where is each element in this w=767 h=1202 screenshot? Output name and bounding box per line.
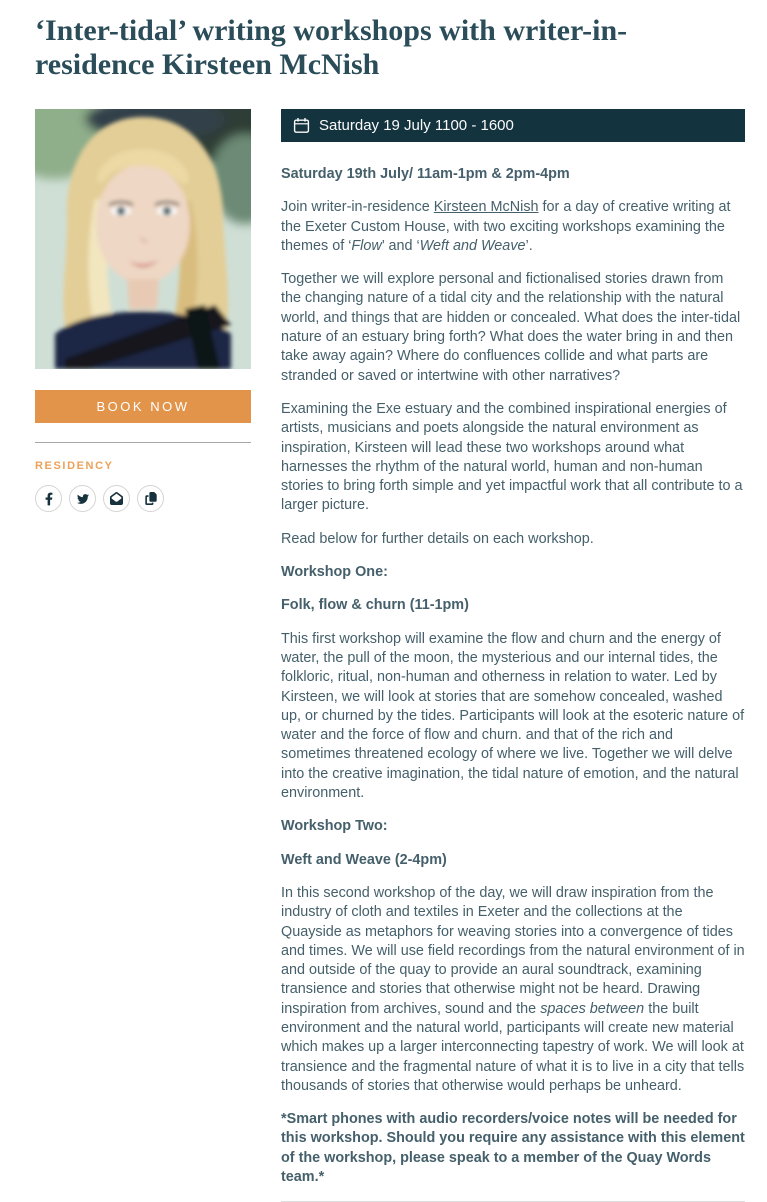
text-segment: Read below for further details on each workshop. [281, 530, 594, 547]
text-segment: *Smart phones with audio recorders/voice notes will be needed for this workshop. Should you require any assistance with this element of the workshop, please speak to a member of the Quay Words team.* [281, 1111, 745, 1186]
paragraph [281, 630, 745, 804]
text-segment: Saturday 19th July/ 11am-1pm & 2pm-4pm [281, 166, 570, 182]
calendar-icon [293, 117, 310, 134]
twitter-icon[interactable] [69, 485, 96, 512]
text-segment: ’ and ‘ [381, 237, 420, 254]
text-segment: spaces between [540, 1000, 645, 1017]
copy-icon[interactable] [137, 485, 164, 512]
content-columns [35, 109, 745, 1202]
paragraph [281, 198, 745, 256]
paragraph [281, 530, 745, 549]
event-datetime: Saturday 19 July 1100 - 1600 [319, 117, 514, 134]
paragraph [281, 165, 745, 184]
text-segment: This first workshop will examine the flow and churn and the energy of water, the pull of the moon, the mysterious and our internal tides, the folkloric, ritual, non-human and otherness in relation to water. Led by Kirsteen, we will look at stories that are somehow concealed, washed up, or churned by the tides. Participants will look at the esoteric nature of water and the force of flow and churn. and that of the rich and sometimes threatened ecology of where we live. Together we will delve into the creative imagination, the tidal nature of emotion, and the natural environment. [281, 630, 745, 802]
event-details [281, 109, 745, 1202]
sidebar [35, 109, 251, 512]
text-segment: Workshop Two: [281, 818, 388, 835]
paragraph [281, 563, 745, 582]
share-icons [35, 485, 251, 512]
text-segment: ’. [525, 237, 533, 254]
email-icon[interactable] [103, 485, 130, 512]
sidebar-divider [35, 442, 251, 443]
book-now-button[interactable]: BOOK NOW [35, 390, 251, 423]
paragraph [281, 270, 745, 386]
text-segment: Workshop One: [281, 564, 388, 581]
paragraph [281, 596, 745, 615]
text-segment: Together we will explore personal and fictionalised stories drawn from the changing nature of a tidal city and the relationship with the natural world, and things that are hidden or concealed. What does the inter-tidal nature of an estuary bring forth? What does the water bring in and then take away again? Where do confluences collide and what parts are stranded or saved or intertwine with other narratives? [281, 271, 741, 384]
page-title: ‘Inter-tidal’ writing workshops with writer-in-residence Kirsteen McNish [35, 14, 628, 81]
text-segment: Folk, flow & churn (11-1pm) [281, 597, 469, 614]
kirsteen-mcnish-link[interactable]: Kirsteen McNish [433, 199, 539, 216]
text-segment: Join writer-in-residence [281, 199, 434, 216]
text-segment: In this second workshop of the day, we will draw inspiration from the industry of cloth and textiles in Exeter and the collections at the Quayside as metaphors for weaving stories into a convergence of tides and times. We will use field recordings from the natural environment of in and outside of the quay to provide an aural soundtrack, examining transience and stories that otherwise might not be heard. Drawing inspiration from archives, sound and the [281, 884, 745, 1017]
paragraph [281, 884, 745, 1096]
event-datetime-bar [281, 109, 745, 142]
text-segment: the built environment and the natural world, participants will create new material which makes up a larger interconnecting tapestry of work. We will look at transience and the fragmental nature of what it is to live in a city that tells thousands of stories that otherwise would perhaps be unheard. [281, 1000, 745, 1094]
paragraph [281, 1110, 745, 1187]
text-segment: Flow [351, 237, 382, 254]
text-segment: for a day of creative writing at the Exeter Custom House, with two exciting workshops examining the themes of ‘ [281, 199, 731, 254]
article-body [281, 142, 745, 1187]
text-segment: Examining the Exe estuary and the combined inspirational energies of artists, musicians and poets alongside the natural environment as inspiration, Kirsteen will lead these two workshops around what harnesses the rhythm of the natural world, human and non-human stories to bring forth simple and yet impactful work that all contribute to a larger picture. [281, 400, 743, 514]
category-label: RESIDENCY [35, 460, 114, 472]
text-segment: Weft and Weave [419, 237, 526, 254]
text-segment: Weft and Weave (2-4pm) [281, 851, 447, 868]
paragraph [281, 400, 745, 516]
portrait-photo [35, 109, 251, 369]
event-page [0, 14, 767, 1202]
paragraph [281, 817, 745, 836]
paragraph [281, 851, 745, 870]
facebook-icon[interactable] [35, 485, 62, 512]
